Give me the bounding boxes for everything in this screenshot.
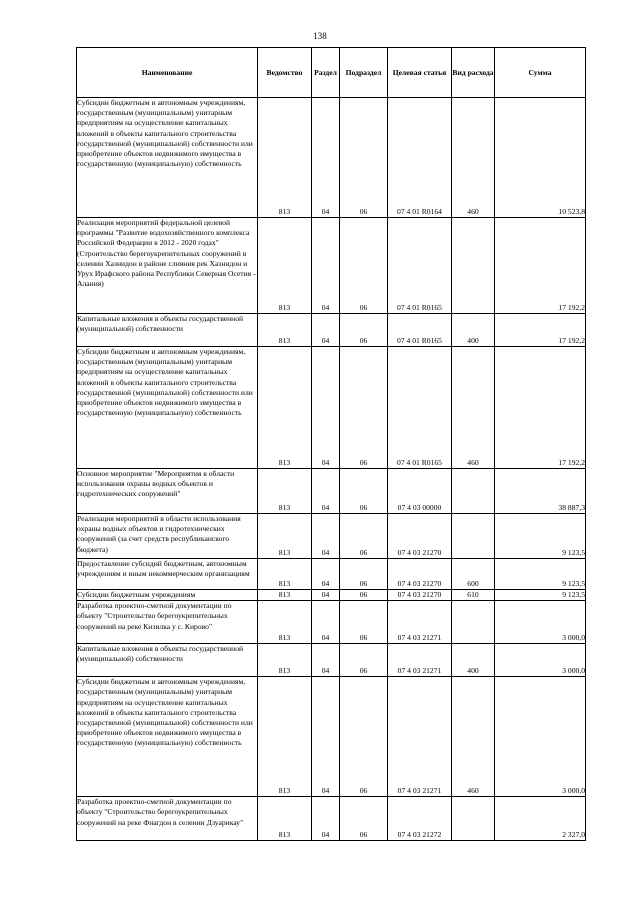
header-razdel: Раздел: [312, 48, 340, 98]
row-ved: 813: [258, 98, 312, 218]
table-row: [77, 314, 586, 347]
row-vr: 400: [452, 644, 495, 677]
row-podrazdel: 06: [340, 797, 388, 841]
table-row: [77, 514, 586, 559]
row-csr: 07 4 03 21270: [388, 559, 452, 590]
row-sum: 3 000,0: [495, 677, 586, 797]
header-csr: Целевая статья: [388, 48, 452, 98]
page-number: 138: [313, 31, 327, 41]
row-podrazdel: 06: [340, 590, 388, 601]
row-sum: 2 327,0: [495, 797, 586, 841]
row-csr: 07 4 03 21270: [388, 514, 452, 559]
row-podrazdel: 06: [340, 314, 388, 347]
row-vr: [452, 797, 495, 841]
table-row: [77, 98, 586, 218]
table-row: [77, 559, 586, 590]
row-vr: [452, 218, 495, 314]
row-name: Субсидии бюджетным учреждениям: [77, 590, 258, 601]
table-header-row: [77, 48, 586, 98]
header-name: Наименование: [77, 48, 258, 98]
row-podrazdel: 06: [340, 98, 388, 218]
table-row: [77, 601, 586, 644]
row-razdel: 04: [312, 514, 340, 559]
row-podrazdel: 06: [340, 644, 388, 677]
header-podrazdel: Подраздел: [340, 48, 388, 98]
row-sum: 3 000,0: [495, 644, 586, 677]
table-row: [77, 644, 586, 677]
row-name: Капитальные вложения в объекты государственной (муниципальной) собственности: [77, 314, 258, 347]
row-name: Предоставление субсидий бюджетным, автономным учреждениям и иным некоммерческим организациям: [77, 559, 258, 590]
row-sum: 17 192,2: [495, 218, 586, 314]
row-name: Реализация мероприятий федеральной целевой программы "Развитие водохозяйственного комплекса Российской Федерации в 2012 - 2020 годах" (Строительство берегоукрепительных сооружений в селении Хазнидон в районе слияния рек Хазнидон и Урух Ирафского района Республики Северная Осетия - Алания): [77, 218, 258, 314]
row-razdel: 04: [312, 644, 340, 677]
row-name: Реализация мероприятий в области использования охраны водных объектов и гидротехнических сооружений (за счет средств республиканского бюджета): [77, 514, 258, 559]
header-vr: Вид расхода: [452, 48, 495, 98]
row-name: Разработка проектно-сметной документации по объекту "Строительство берегоукрепительных сооружений на реке Кизилка у с. Кирово": [77, 601, 258, 644]
row-razdel: 04: [312, 559, 340, 590]
row-vr: [452, 601, 495, 644]
budget-table: [76, 47, 586, 841]
row-vr: 460: [452, 98, 495, 218]
table-row: [77, 590, 586, 601]
row-vr: 460: [452, 347, 495, 469]
row-sum: 10 523,8: [495, 98, 586, 218]
table-row: [77, 347, 586, 469]
row-csr: 07 4 03 21270: [388, 590, 452, 601]
table-row: [77, 469, 586, 514]
row-name: Субсидии бюджетным и автономным учреждениям, государственным (муниципальным) унитарным предприятиям на осуществление капитальных вложений в объекты капитального строительства государственной (муниципальной) собственности или приобретение объектов недвижимого имущества в государственную (муниципальную) собственность: [77, 98, 258, 218]
table-row: [77, 677, 586, 797]
row-csr: 07 4 01 R0164: [388, 98, 452, 218]
row-podrazdel: 06: [340, 514, 388, 559]
row-name: Субсидии бюджетным и автономным учреждениям, государственным (муниципальным) унитарным предприятиям на осуществление капитальных вложений в объекты капитального строительства государственной (муниципальной) собственности или приобретение объектов недвижимого имущества в государственную (муниципальную) собственность: [77, 677, 258, 797]
row-name: Субсидии бюджетным и автономным учреждениям, государственным (муниципальным) унитарным предприятиям на осуществление капитальных вложений в объекты капитального строительства государственной (муниципальной) собственности или приобретение объектов недвижимого имущества в государственную (муниципальную) собственность: [77, 347, 258, 469]
row-razdel: 04: [312, 797, 340, 841]
row-podrazdel: 06: [340, 559, 388, 590]
row-vr: [452, 514, 495, 559]
row-vr: [452, 469, 495, 514]
row-ved: 813: [258, 514, 312, 559]
row-razdel: 04: [312, 347, 340, 469]
row-csr: 07 4 03 00000: [388, 469, 452, 514]
row-razdel: 04: [312, 314, 340, 347]
row-sum: 3 000,0: [495, 601, 586, 644]
row-vr: 460: [452, 677, 495, 797]
row-podrazdel: 06: [340, 347, 388, 469]
row-razdel: 04: [312, 218, 340, 314]
row-csr: 07 4 03 21272: [388, 797, 452, 841]
row-vr: 610: [452, 590, 495, 601]
row-sum: 17 192,2: [495, 314, 586, 347]
row-sum: 17 192,2: [495, 347, 586, 469]
row-csr: 07 4 03 21271: [388, 677, 452, 797]
row-ved: 813: [258, 218, 312, 314]
row-ved: 813: [258, 601, 312, 644]
row-podrazdel: 06: [340, 469, 388, 514]
row-ved: 813: [258, 677, 312, 797]
row-csr: 07 4 03 21271: [388, 644, 452, 677]
row-ved: 813: [258, 590, 312, 601]
table-row: [77, 797, 586, 841]
row-ved: 813: [258, 797, 312, 841]
row-ved: 813: [258, 559, 312, 590]
row-csr: 07 4 01 R0165: [388, 314, 452, 347]
header-ved: Ведомство: [258, 48, 312, 98]
row-name: Капитальные вложения в объекты государственной (муниципальной) собственности: [77, 644, 258, 677]
row-name: Основное мероприятие "Мероприятия в области использования охраны водных объектов и гидротехнических сооружений": [77, 469, 258, 514]
row-ved: 813: [258, 644, 312, 677]
row-vr: 400: [452, 314, 495, 347]
row-ved: 813: [258, 314, 312, 347]
row-razdel: 04: [312, 98, 340, 218]
row-sum: 9 123,5: [495, 590, 586, 601]
row-csr: 07 4 03 21271: [388, 601, 452, 644]
row-sum: 38 887,3: [495, 469, 586, 514]
row-vr: 600: [452, 559, 495, 590]
row-podrazdel: 06: [340, 218, 388, 314]
row-name: Разработка проектно-сметной документации по объекту "Строительство берегоукрепительных сооружений на реке Фиагдон в селении Дзуарикау": [77, 797, 258, 841]
row-ved: 813: [258, 347, 312, 469]
row-razdel: 04: [312, 469, 340, 514]
table-row: [77, 218, 586, 314]
row-csr: 07 4 01 R0165: [388, 218, 452, 314]
row-sum: 9 123,5: [495, 559, 586, 590]
row-podrazdel: 06: [340, 601, 388, 644]
row-razdel: 04: [312, 590, 340, 601]
row-podrazdel: 06: [340, 677, 388, 797]
row-csr: 07 4 01 R0165: [388, 347, 452, 469]
row-razdel: 04: [312, 601, 340, 644]
row-ved: 813: [258, 469, 312, 514]
row-razdel: 04: [312, 677, 340, 797]
row-sum: 9 123,5: [495, 514, 586, 559]
header-sum: Сумма: [495, 48, 586, 98]
